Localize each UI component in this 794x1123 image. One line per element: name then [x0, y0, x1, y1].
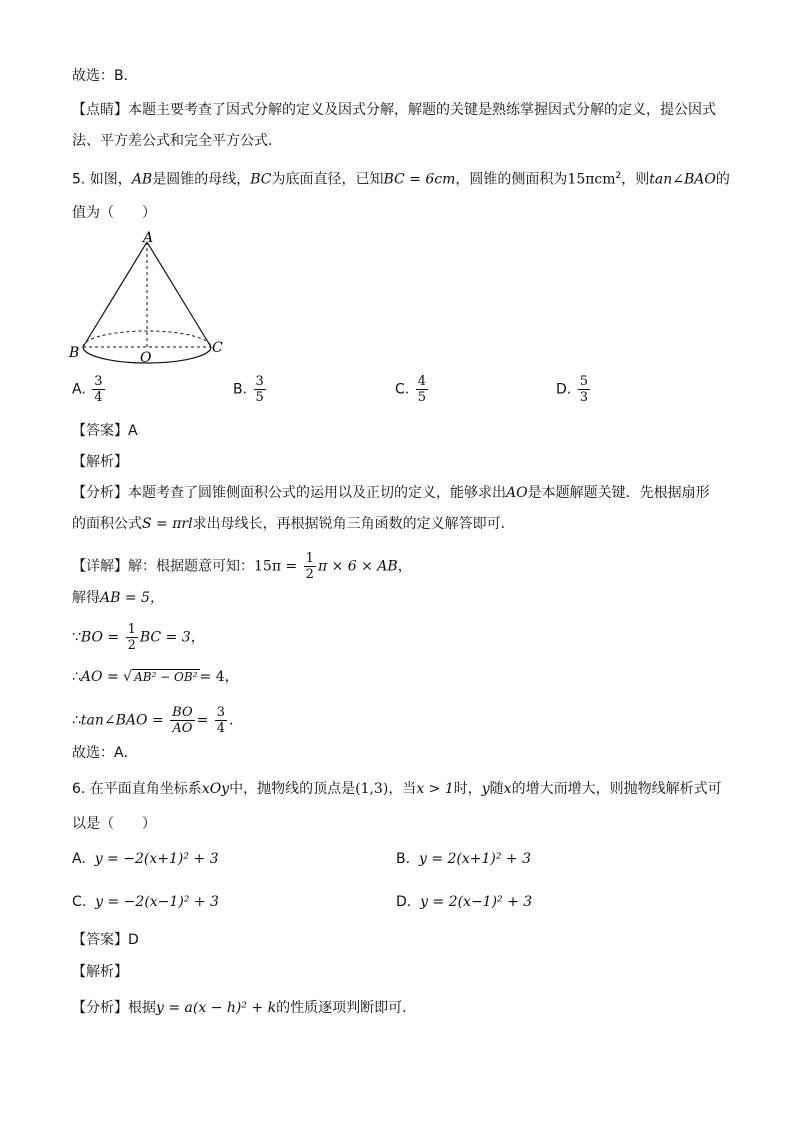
dianjing-line-1: 【点睛】本题主要考查了因式分解的定义及因式分解，解题的关键是熟练掌握因式分解的定义，提公因式	[72, 102, 716, 118]
question-5-stem-cont: 值为（ ）	[72, 205, 156, 221]
q6-option-c: C. y = −2(x−1)² + 3	[72, 894, 219, 910]
answer-6: 【答案】D	[72, 932, 139, 948]
q5-option-b: B. $\frac{3}{5}$	[233, 374, 264, 405]
xiangjie-5: 【详解】解：根据题意可知：15π = $\frac{1}{2}$ π × 6 × AB，	[72, 551, 412, 582]
q5-option-a: A. $\frac{3}{4}$	[72, 374, 103, 405]
text-line: 故选：B．	[72, 68, 138, 84]
answer-5: 【答案】A	[72, 423, 138, 439]
question-6-stem-cont: 以是（ ）	[72, 816, 156, 832]
fenxi-5-line-1: 【分析】本题考查了圆锥侧面积公式的运用以及正切的定义，能够求出AO是本题解题关键．先根据扇形	[72, 485, 710, 501]
cone-edge-ab	[83, 242, 147, 347]
jiexi-6: 【解析】	[72, 964, 128, 980]
q6-option-d: D. y = 2(x−1)² + 3	[396, 894, 533, 910]
q6-option-b: B. y = 2(x+1)² + 3	[396, 851, 532, 867]
point-b-label: B	[69, 345, 80, 361]
choose-5: 故选：A．	[72, 745, 138, 761]
question-6-stem: 6. 在平面直角坐标系xOy中，抛物线的顶点是(1,3)，当x > 1时，y随x的增大而增大，则抛物线解析式可	[72, 781, 722, 797]
q5-option-d: D. $\frac{5}{3}$	[556, 374, 588, 405]
question-5-stem: 5. 如图，AB是圆锥的母线，BC为底面直径，已知BC = 6cm，圆锥的侧面积为15πcm$^2$，则tan∠BAO的	[72, 171, 730, 188]
point-a-label: A	[143, 230, 154, 246]
q5-option-c: C. $\frac{4}{5}$	[395, 374, 426, 405]
solve-tan: ∴tan∠BAO = $\frac{BO}{AO}$ = $\frac{3}{4}$ ．	[72, 705, 244, 736]
fenxi-5-line-2: 的面积公式S = πrl求出母线长，再根据锐角三角函数的定义解答即可．	[72, 516, 515, 532]
cone-figure	[66, 226, 236, 376]
point-c-label: C	[212, 340, 223, 356]
fenxi-6: 【分析】根据y = a(x − h)² + k的性质逐项判断即可．	[72, 1000, 417, 1016]
q6-option-a: A. y = −2(x+1)² + 3	[72, 851, 219, 867]
solve-ab: 解得AB = 5，	[72, 590, 164, 606]
jiexi-5: 【解析】	[72, 454, 128, 470]
solve-bo: ∵BO = $\frac{1}{2}$ BC = 3，	[72, 622, 205, 653]
point-o-label: O	[140, 350, 152, 366]
dianjing-line-2: 法、平方差公式和完全平方公式．	[72, 133, 282, 149]
solve-ao: ∴AO = √ AB² − OB² = 4，	[72, 669, 239, 685]
